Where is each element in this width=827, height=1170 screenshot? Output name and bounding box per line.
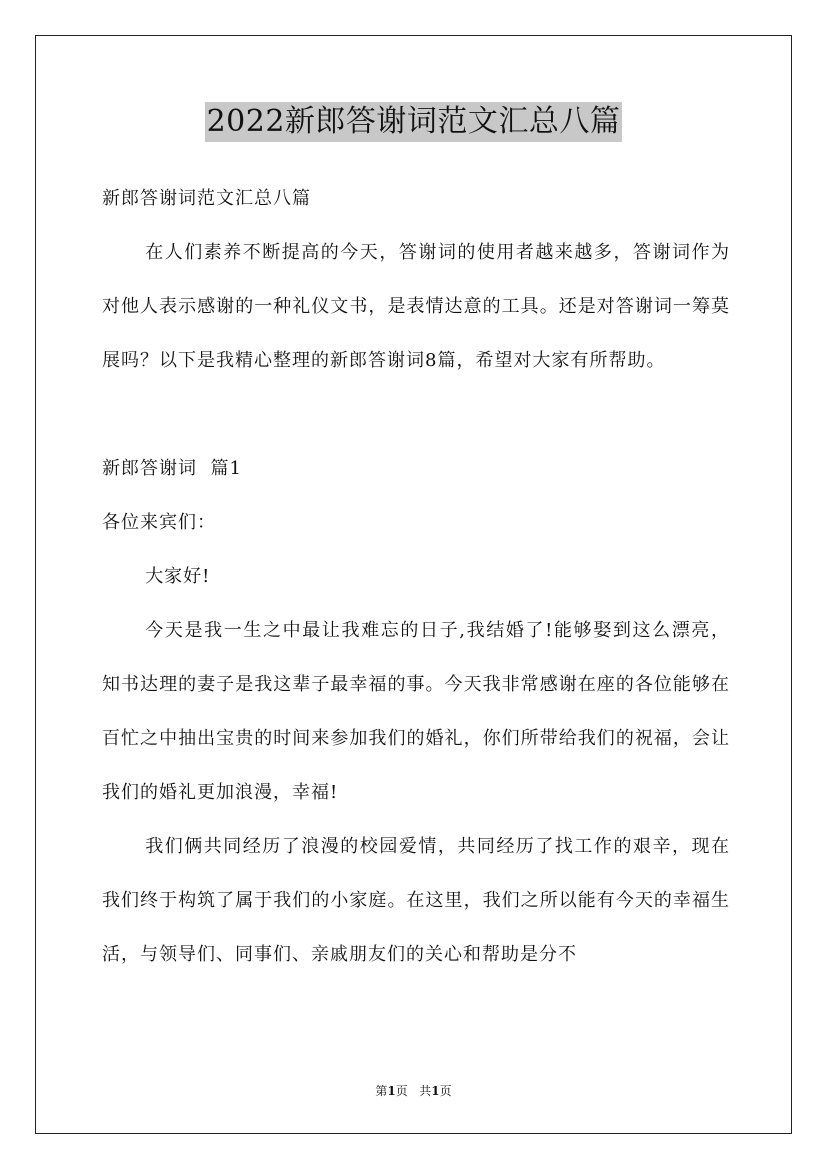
page-footer	[0, 1083, 827, 1099]
footer-page-suffix: 页	[439, 1084, 452, 1098]
document-body	[102, 172, 730, 982]
body-paragraph-1: 今天是我一生之中最让我难忘的日子,我结婚了!能够娶到这么漂亮，知书达理的妻子是我这辈子最幸福的事。今天我非常感谢在座的各位能够在百忙之中抽出宝贵的时间来参加我们的婚礼，你们所带给我们的祝福，会让我们的婚礼更加浪漫，幸福!	[102, 620, 730, 803]
document-subtitle: 新郎答谢词范文汇总八篇	[102, 188, 311, 209]
footer-page-total: 1	[431, 1084, 440, 1098]
footer-page-prefix: 第	[375, 1084, 388, 1098]
section-heading: 新郎答谢词 篇1	[102, 458, 242, 479]
document-title: 2022新郎答谢词范文汇总八篇	[205, 102, 623, 142]
footer-page-mid: 页 共	[395, 1084, 432, 1098]
footer-page-current: 1	[387, 1084, 396, 1098]
intro-paragraph: 在人们素养不断提高的今天，答谢词的使用者越来越多，答谢词作为对他人表示感谢的一种礼仪文书，是表情达意的工具。还是对答谢词一筹莫展吗？以下是我精心整理的新郎答谢词8篇，希望对大家有所帮助。	[102, 242, 730, 371]
section-gap	[102, 388, 730, 442]
body-paragraph-2: 我们俩共同经历了浪漫的校园爱情，共同经历了找工作的艰辛，现在我们终于构筑了属于我们的小家庭。在这里，我们之所以能有今天的幸福生活，与领导们、同事们、亲戚朋友们的关心和帮助是分不	[102, 836, 730, 965]
title-container	[0, 102, 827, 142]
salutation: 各位来宾们：	[102, 512, 216, 533]
greeting: 大家好!	[145, 566, 211, 587]
